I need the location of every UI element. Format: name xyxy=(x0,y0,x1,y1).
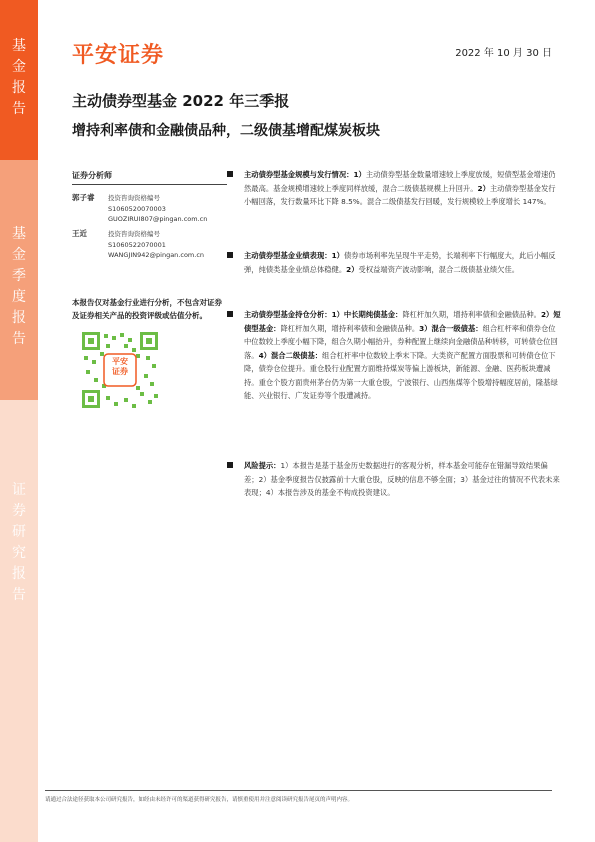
company-logo: 平安证券 xyxy=(72,43,165,68)
analyst-heading: 证券分析师 xyxy=(72,170,227,185)
analyst-name: 郭子睿 xyxy=(72,193,95,202)
report-date: 2022 年 10 月 30 日 xyxy=(455,48,552,59)
analyst-email[interactable]: GUOZIRUI807@pingan.com.cn xyxy=(108,215,208,223)
report-title: 主动债券型基金 2022 年三季报 xyxy=(72,92,290,110)
sidebar-label-quarterly-report: 基 金 季 度 报 告 xyxy=(12,226,26,347)
summary-bullet-issuance: 主动债券型基金规模与发行情况：1）主动债券型基金数量增速较上季度放缓，短债型基金增速仍然最高。基金规模增速较上季度同样放缓，混合二级债基规模上升回升。2）主动债券型基金发行小幅回落，发行数量环比下降 8.5%。混合二级债基发行回暖，发行规模较上季度增长 147%。 xyxy=(244,168,562,209)
sidebar-bottom-block xyxy=(0,400,38,842)
sidebar-label-fund-report: 基 金 报 告 xyxy=(12,38,26,117)
analyst-license-number: S1060520070003 xyxy=(108,204,166,213)
summary-bullet-performance: 主动债券型基金业绩表现：1）债券市场利率先呈现牛平走势，长端利率下行幅度大，此后小幅反弹，纯债类基金业绩总体稳健。2）受权益端资产波动影响，混合二级债基业绩欠佳。 xyxy=(244,249,562,276)
bullet-square-icon xyxy=(227,311,233,317)
analyst-license-label: 投资咨询资格编号 xyxy=(108,230,160,238)
summary-bullet-holdings: 主动债券型基金持仓分析：1）中长期纯债基金：降杠杆加久期，增持利率债和金融债品种。2）短债型基金：降杠杆加久期，增持利率债和金融债品种。3）混合一级债基：组合杠杆率和债券仓位中位数较上季度小幅下降，组合久期小幅抬升，券种配置上继续向金融债品种转移，可转债仓位回落。4）混合二级债基：组合杠杆率中位数较上季末下降。大类资产配置方面股票和可转债仓位下降，债券仓位提升。重仓股行业配置方面维持煤炭等偏上游板块，新能源、金融、医药板块遭减持。重仓个股方面贵州茅台仍为第一大重仓股，宁波银行、山西焦煤等个股增持幅度居前，隆基绿能、兴业银行、广发证券等个股遭减持。 xyxy=(244,308,562,403)
analyst-email[interactable]: WANGJIN942@pingan.com.cn xyxy=(108,251,205,259)
sidebar-band xyxy=(0,0,38,842)
report-subtitle: 增持利率债和金融债品种，二级债基增配煤炭板块 xyxy=(72,123,380,139)
scope-disclaimer: 本报告仅对基金行业进行分析，不包含对证券及证券相关产品的投资评级或估值分析。 xyxy=(72,298,222,320)
bullet-square-icon xyxy=(227,171,233,177)
analyst-name: 王近 xyxy=(72,229,87,238)
footer-divider xyxy=(45,790,552,791)
bullet-square-icon xyxy=(227,462,233,468)
footer-notice: 请通过合法途径获取本公司研究报告，如经由未经许可的渠道获得研究报告，请慎重使用并注意阅读研究报告尾页的声明内容。 xyxy=(45,797,354,803)
bullet-square-icon xyxy=(227,252,233,258)
analyst-license-number: S1060522070001 xyxy=(108,240,166,249)
analyst-license-label: 投资咨询资格编号 xyxy=(108,194,160,202)
summary-bullet-risk: 风险提示：1）本报告是基于基金历史数据进行的客观分析，样本基金可能存在错漏导致结果偏差；2）基金季度报告仅披露前十大重仓股，反映的信息不够全面；3）基金过往的情况不代表未来表现；4）本报告涉及的基金不构成投资建议。 xyxy=(244,459,562,500)
qr-logo-text: 平安 证券 xyxy=(112,357,128,376)
sidebar-label-research-report: 证 券 研 究 报 告 xyxy=(12,482,26,603)
